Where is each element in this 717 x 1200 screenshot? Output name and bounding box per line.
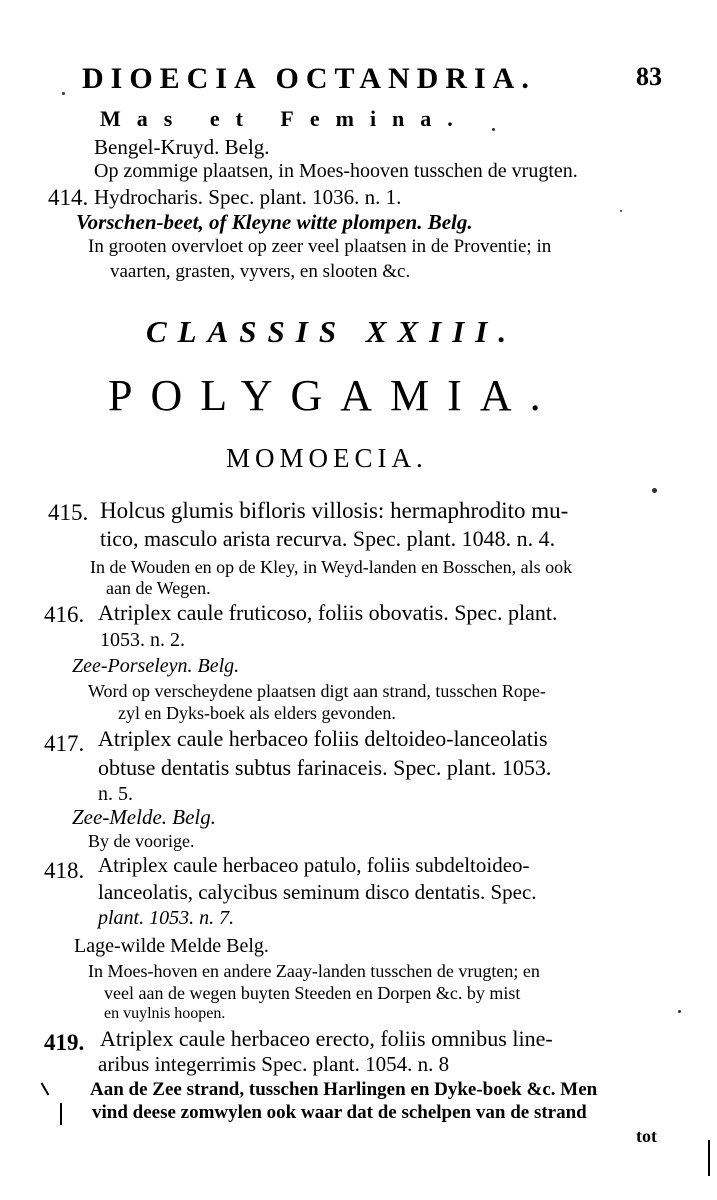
habitat-text: en vuylnis hoopen.: [104, 1005, 226, 1022]
ink-speck: [652, 488, 657, 493]
entry-number: 418.: [44, 858, 85, 883]
entry-description: Atriplex caule herbaceo erecto, foliis omnibus line-: [100, 1026, 553, 1051]
catchword: tot: [636, 1126, 657, 1146]
entry-description: aribus integerrimis Spec. plant. 1054. n. 8: [98, 1052, 450, 1076]
margin-mark: [60, 1103, 62, 1125]
habitat-text: In grooten overvloet op zeer veel plaatsen in de Proventie; in: [88, 236, 552, 257]
habitat-text: vind deese zomwylen ook waar dat de schelpen van de strand: [92, 1102, 587, 1123]
ink-speck: [62, 92, 65, 95]
habitat-text: Op zommige plaatsen, in Moes-hooven tusschen de vrugten.: [94, 160, 578, 182]
entry-description: lanceolatis, calycibus seminum disco dentatis. Spec.: [98, 880, 537, 904]
entry-description: Atriplex caule fruticoso, foliis obovatis. Spec. plant.: [98, 600, 558, 625]
class-name: POLYGAMIA.: [108, 371, 559, 420]
entry-description: n. 5.: [98, 783, 133, 805]
entry-description: Holcus glumis bifloris villosis: hermaphrodito mu-: [100, 498, 569, 523]
habitat-text: In de Wouden en op de Kley, in Weyd-landen en Bosschen, als ook: [90, 557, 573, 577]
species-name: Zee-Melde. Belg.: [72, 805, 217, 829]
habitat-text: Aan de Zee strand, tusschen Harlingen en Dyke-boek &c. Men: [90, 1079, 598, 1100]
entry-description: obtuse dentatis subtus farinaceis. Spec. plant. 1053.: [98, 755, 552, 780]
species-name: Zee-Porseleyn. Belg.: [72, 655, 240, 677]
entry-description: plant. 1053. n. 7.: [98, 907, 235, 929]
classis-label: CLASSIS XXIII.: [146, 314, 518, 349]
entry-description: Atriplex caule herbaceo patulo, foliis subdeltoideo-: [98, 853, 530, 877]
page-number: 83: [636, 62, 662, 91]
habitat-text: Word op verscheydene plaatsen digt aan strand, tusschen Rope-: [88, 681, 546, 701]
entry-description: Hydrocharis. Spec. plant. 1036. n. 1.: [94, 185, 402, 209]
habitat-text: By de voorige.: [88, 831, 195, 851]
margin-mark: [41, 1082, 50, 1095]
entry-number: 416.: [44, 602, 85, 627]
habitat-text: In Moes-hoven en andere Zaay-landen tusschen de vrugten; en: [88, 961, 540, 981]
entry-number: 414.: [48, 185, 89, 210]
entry-description: tico, masculo arista recurva. Spec. plant. 1048. n. 4.: [100, 526, 556, 551]
order-name: MOMOECIA.: [226, 443, 428, 473]
habitat-text: aan de Wegen.: [106, 578, 211, 598]
habitat-text: veel aan de wegen buyten Steeden en Dorpen &c. by mist: [104, 983, 521, 1003]
ink-speck: [620, 210, 622, 212]
running-head: DIOECIA OCTANDRIA.: [82, 62, 536, 95]
entry-number: 417.: [44, 731, 85, 756]
entry-number: 415.: [48, 500, 89, 525]
habitat-text: vaarten, grasten, vyvers, en slooten &c.: [110, 261, 411, 282]
entry-description: Atriplex caule herbaceo foliis deltoideo-lanceolatis: [98, 726, 548, 751]
ink-speck: [492, 128, 495, 131]
section-subtitle: Mas et Femina.: [100, 106, 469, 131]
species-name: Vorschen-beet, of Kleyne witte plompen. Belg.: [76, 210, 473, 234]
entry-number: 419.: [44, 1030, 85, 1055]
ink-speck: [678, 1010, 681, 1013]
habitat-text: zyl en Dyks-boek als elders gevonden.: [118, 703, 396, 723]
species-name: Bengel-Kruyd. Belg.: [94, 135, 270, 159]
entry-description: 1053. n. 2.: [100, 629, 185, 651]
margin-mark: [708, 1140, 710, 1176]
species-name: Lage-wilde Melde Belg.: [74, 935, 269, 957]
